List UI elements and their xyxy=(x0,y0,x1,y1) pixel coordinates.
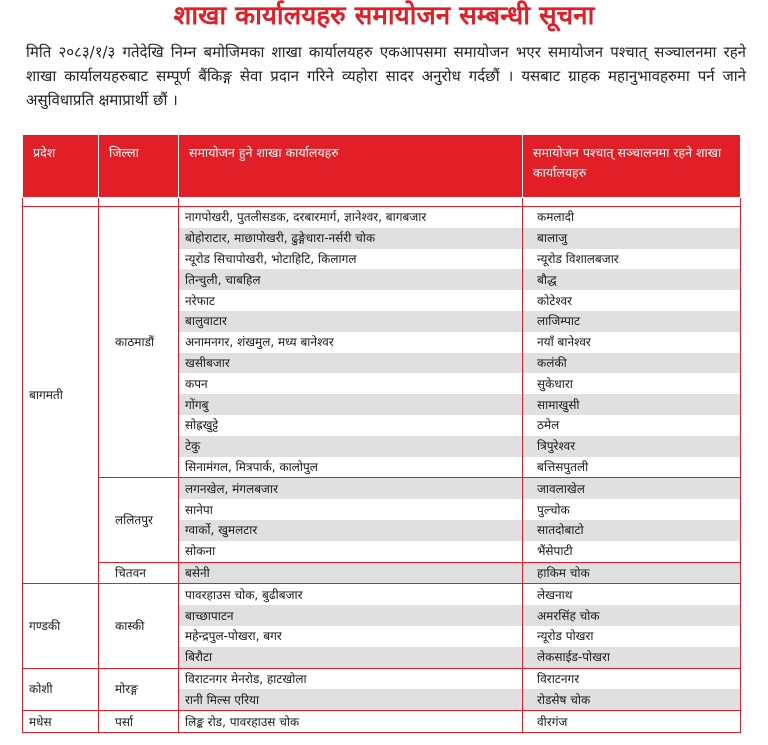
merging-branches-cell: पावरहाउस चोक, बुढीबजार xyxy=(179,584,523,605)
merging-branches-cell: अनामनगर, शंखमुल, मध्य बानेश्वर xyxy=(179,332,523,353)
district-cell: चितवन xyxy=(99,562,179,584)
branch-merger-table xyxy=(22,134,741,733)
merging-branches-cell: महेन्द्रपुल-पोखरा, बगर xyxy=(179,626,523,647)
remaining-branch-cell: कलंकी xyxy=(523,353,741,374)
remaining-branch-cell: रोडसेष चोक xyxy=(523,689,741,710)
table-row xyxy=(23,584,741,605)
remaining-branch-cell: ठमेल xyxy=(523,415,741,436)
spacer-cell xyxy=(99,198,179,207)
province-cell: गण्डकी xyxy=(23,584,99,668)
remaining-branch-cell: बालाजु xyxy=(523,228,741,249)
notice-title: शाखा कार्यालयहरु समायोजन सम्बन्धी सूचना xyxy=(173,1,595,31)
remaining-branch-cell: सातदोबाटो xyxy=(523,520,741,541)
header-province: प्रदेश xyxy=(23,135,99,198)
district-cell: ललितपुर xyxy=(99,478,179,562)
remaining-branch-cell: नयाँ बानेश्वर xyxy=(523,332,741,353)
table-body xyxy=(23,198,741,733)
merging-branches-cell: सिनामंगल, मित्रपार्क, कालोपुल xyxy=(179,457,523,478)
remaining-branch-cell: अमरसिंह चोक xyxy=(523,605,741,626)
merging-branches-cell: नागपोखरी, पुतलीसडक, दरबारमार्ग, ज्ञानेश्वर, बागबजार xyxy=(179,207,523,228)
remaining-branch-cell: लेखनाथ xyxy=(523,584,741,605)
remaining-branch-cell: भैंसेपाटी xyxy=(523,541,741,562)
merging-branches-cell: कपन xyxy=(179,373,523,394)
header-remaining-branches: समायोजन पश्चात् सञ्चालनमा रहने शाखा कार्यालयहरु xyxy=(523,135,741,198)
merging-branches-cell: सानेपा xyxy=(179,499,523,520)
remaining-branch-cell: बौद्ध xyxy=(523,269,741,290)
merging-branches-cell: टेकु xyxy=(179,436,523,457)
merging-branches-cell: बिरौटा xyxy=(179,647,523,668)
merging-branches-cell: लिङ्क रोड, पावरहाउस चोक xyxy=(179,711,523,733)
remaining-branch-cell: लेकसाईड-पोखरा xyxy=(523,647,741,668)
district-cell: पर्सा xyxy=(99,711,179,733)
merging-branches-cell: लगनखेल, मंगलबजार xyxy=(179,478,523,499)
remaining-branch-cell: न्यूरोड विशालबजार xyxy=(523,249,741,270)
notice-intro: मिति २०८३/१/३ गतेदेखि निम्न बमोजिमका शाखा कार्यालयहरु एकआपसमा समायोजन भएर समायोजन पश्चात् सञ्चालनमा रहने शाखा कार्यालयहरुबाट सम्पूर्ण बैंकिङ्ग सेवा प्रदान गरिने व्यहोरा सादर अनुरोध गर्दछौं । यसबाट ग्राहक महानुभावहरुमा पर्न जाने असुविधाप्रति क्षमाप्रार्थी छौं । xyxy=(26,43,746,109)
remaining-branch-cell: सुकेधारा xyxy=(523,373,741,394)
remaining-branch-cell: लाजिम्पाट xyxy=(523,311,741,332)
merging-branches-cell: खसीबजार xyxy=(179,353,523,374)
branch-merger-table-wrap xyxy=(22,134,740,733)
merging-branches-cell: बोहोराटार, माछापोखरी, ढुङ्गेधारा-नर्सरी चोक xyxy=(179,228,523,249)
header-district: जिल्ला xyxy=(99,135,179,198)
merging-branches-cell: विराटनगर मेनरोड, हाटखोला xyxy=(179,668,523,689)
remaining-branch-cell: हाकिम चोक xyxy=(523,562,741,584)
merging-branches-cell: गोंगबु xyxy=(179,394,523,415)
table-row xyxy=(23,668,741,689)
spacer-cell xyxy=(23,198,99,207)
remaining-branch-cell: कमलादी xyxy=(523,207,741,228)
spacer-row xyxy=(23,198,741,207)
remaining-branch-cell: बत्तिसपुतली xyxy=(523,457,741,478)
merging-branches-cell: ग्वार्को, खुमलटार xyxy=(179,520,523,541)
table-row xyxy=(23,478,741,499)
province-cell: बागमती xyxy=(23,207,99,584)
remaining-branch-cell: विराटनगर xyxy=(523,668,741,689)
province-cell: कोशी xyxy=(23,668,99,711)
merging-branches-cell: सोह्रखुट्टे xyxy=(179,415,523,436)
header-merging-branches: समायोजन हुने शाखा कार्यालयहरु xyxy=(179,135,523,198)
merging-branches-cell: रानी मिल्स एरिया xyxy=(179,689,523,710)
remaining-branch-cell: जावलाखेल xyxy=(523,478,741,499)
spacer-cell xyxy=(179,198,523,207)
merging-branches-cell: नरेफाट xyxy=(179,290,523,311)
remaining-branch-cell: न्यूरोड पोखरा xyxy=(523,626,741,647)
remaining-branch-cell: वीरगंज xyxy=(523,711,741,733)
remaining-branch-cell: त्रिपुरेश्वर xyxy=(523,436,741,457)
merging-branches-cell: बालुवाटार xyxy=(179,311,523,332)
merging-branches-cell: सोकना xyxy=(179,541,523,562)
remaining-branch-cell: सामाखुसी xyxy=(523,394,741,415)
spacer-cell xyxy=(523,198,741,207)
merging-branches-cell: तिन्चुली, चाबहिल xyxy=(179,269,523,290)
merging-branches-cell: बसेनी xyxy=(179,562,523,584)
district-cell: कास्की xyxy=(99,584,179,668)
district-cell: मोरङ्ग xyxy=(99,668,179,711)
province-cell: मधेस xyxy=(23,711,99,733)
district-cell: काठमाडौं xyxy=(99,207,179,478)
table-row xyxy=(23,562,741,584)
merging-branches-cell: बाच्छापाटन xyxy=(179,605,523,626)
remaining-branch-cell: कोटेश्वर xyxy=(523,290,741,311)
table-row xyxy=(23,711,741,733)
table-row xyxy=(23,207,741,228)
table-header-row xyxy=(23,135,741,198)
merging-branches-cell: न्यूरोड सिचापोखरी, भोटाहिटि, किलागल xyxy=(179,249,523,270)
remaining-branch-cell: पुल्चोक xyxy=(523,499,741,520)
